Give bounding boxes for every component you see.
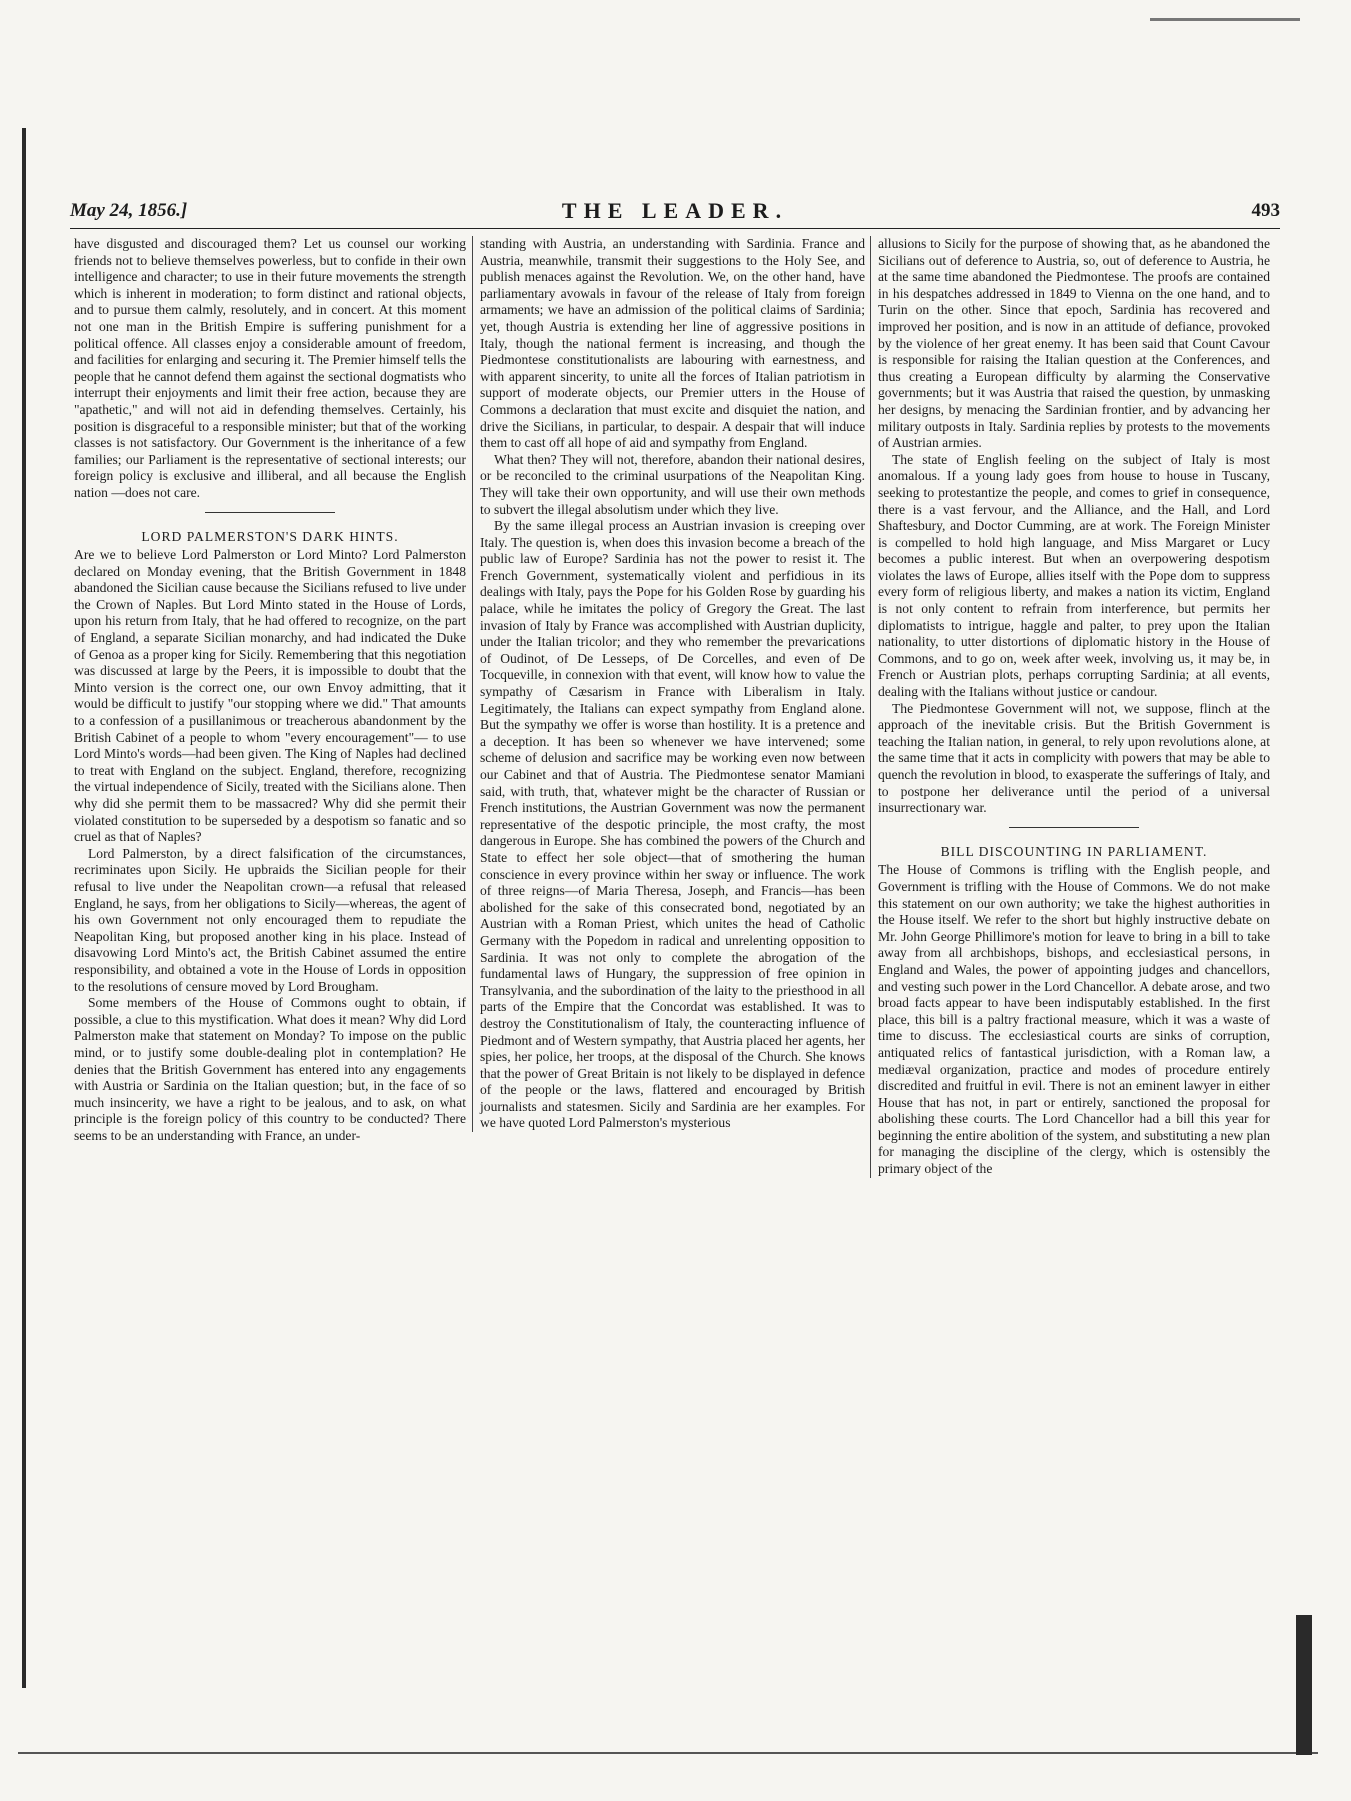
section-divider	[1009, 827, 1139, 828]
scan-edge-bottom	[18, 1752, 1318, 1754]
article-heading: LORD PALMERSTON'S DARK HINTS.	[141, 528, 399, 544]
scan-edge-right	[1296, 1615, 1312, 1755]
section-divider	[205, 512, 335, 513]
scan-edge-left	[22, 128, 26, 1688]
issue-date: May 24, 1856.]	[70, 200, 188, 221]
paragraph: What then? They will not, therefore, abandon their national desires, or be reconciled to the criminal usurpations of the Neapolitan King. They will take their own opportunity, and will use their own methods to subvert the illegal absolutism under which they live.	[480, 451, 865, 517]
paragraph: Some members of the House of Commons ought to obtain, if possible, a clue to this mystification. What does it mean? Why did Lord Palmerston make that statement on Monday? To impose on the public mind, or to justify some double-dealing plot in contemplation? He denies that the British Government has entered into any engagements with Austria or Sardinia on the Italian question; but, in the face of so much insincerity, we have a right to be jealous, and to ask, on what principle is the foreign policy of this country to be conducted? There seems to be an understanding with France, an under-	[74, 995, 466, 1143]
article-heading: BILL DISCOUNTING IN PARLIAMENT.	[940, 843, 1208, 859]
paragraph: By the same illegal process an Austrian invasion is creeping over Italy. The question is, when does this invasion become a breach of the public law of Europe? Sardinia has not the power to resist it. The French Government, systematically violent and perfidious in its dealings with Italy, pays the Pope for his Golden Rose by guarding his palace, while he imitates the policy of Gregory the Great. The last invasion of Italy by France was accomplished with Austrian duplicity, under the Italian tricolor; and they who remember the prevarications of Oudinot, of De Lesseps, of De Corcelles, and even of De Tocqueville, in connexion with that event, will know how to value the sympathy of Cæsarism in France with Liberalism in Italy. Legitimately, the Italians can expect sympathy from England alone. But the sympathy we offer is worse than hostility. It is a pretence and a deception. It has been so whenever we have intervened; some scheme of delusion and sacrifice may be working even now between our Cabinet and that of Austria. The Piedmontese senator Mamiani said, with truth, that, whatever might be the character of Russian or French institutions, the Austrian Government was now the permanent representative of the despotic principle, the most crafty, the most dangerous in Europe. She has combined the powers of the Church and State to effect her sole object—that of smothering the human conscience in every province within her sway or influence. The work of three reigns—of Maria Theresa, Joseph, and Francis—has been abolished for the sake of this consecrated bond, negotiated by an Austrian with a Roman Priest, which unites the head of Catholic Germany with the Popedom in radical and unrelenting opposition to Sardinia. It was not only to complete the abrogation of the fundamental laws of Hungary, the suppression of free opinion in Transylvania, and the subordination of the laity to the priesthood in all parts of the Empire that the Concordat was established. It was to destroy the Constitutionalism of Italy, the counteracting influence of Piedmont and of Western sympathy, that Austria placed her agents, her spies, her police, her troops, at the disposal of the Church. She knows that the power of Great Britain is not likely to be displayed in defence of the people or the laws, flattered and encouraged by British journalists and statesmen. Sicily and Sardinia are her examples. For we have quoted Lord Palmerston's mysterious	[480, 518, 865, 1131]
masthead-title: THE LEADER.	[561, 198, 789, 223]
paragraph: The state of English feeling on the subject of Italy is most anomalous. If a young lady goes from house to house in Tuscany, seeking to protestantize the people, and comes to grief in consequence, there is a vast fervour, and the Alliance, and the Hall, and Lord Shaftesbury, and Doctor Cumming, are at work. The Foreign Minister is compelled to hold high language, and Miss Margaret or Lucy becomes a public interest. But when an overpowering despotism violates the laws of Europe, allies itself with the Pope dom to suppress every form of religious liberty, and makes a nation its victim, England is not only content to refrain from interference, but permits her diplomatists to intrigue, haggle and palter, to prey upon the Italian nationality, to utter distortions of diplomatic history in the House of Commons, and to go on, week after week, involving us, it may be, in French or Austrian plots, perhaps corrupting Sardinia; at all events, dealing with the Italians without justice or candour.	[878, 451, 1270, 700]
paragraph: Lord Palmerston, by a direct falsification of the circumstances, recriminates upon Sicily. He upbraids the Sicilian people for their refusal to live under the Neapolitan crown—a refusal that released England, he says, from her obligations to Sicily—whereas, the agent of his own Government not only encouraged them to repudiate the Neapolitan King, but proposed another king in his place. Instead of disavowing Lord Minto's act, the British Cabinet assumed the entire responsibility, and obtained a vote in the House of Lords in opposition to the resolutions of censure moved by Lord Brougham.	[74, 845, 466, 994]
column-3	[870, 236, 1270, 1178]
paragraph: have disgusted and discouraged them? Let us counsel our working friends not to believe themselves powerless, but to confide in their own intelligence and character; to use in their future movements the strength which is inherent in moderation; to form distinct and rational objects, and to pursue them calmly, resolutely, and in concert. At this moment not one man in the British Empire is suffering punishment for a political offence. All classes enjoy a considerable amount of freedom, and facilities for enlarging and securing it. The Premier himself tells the people that he cannot defend them against the sectional dogmatists who interrupt their enjoyments and limit their free action, because they are "apathetic," and will not aid in defending themselves. Certainly, his position is disgraceful to a responsible minister; but that of the working classes is not satisfactory. Our Government is the inheritance of a few families; our Parliament is the representative of sectional interests; our foreign policy is exclusive and illiberal, and all because the English nation —does not care.	[74, 236, 466, 500]
column-2	[472, 236, 865, 1132]
page-header	[70, 194, 1280, 229]
page-number: 493	[1251, 200, 1280, 221]
paragraph: The Piedmontese Government will not, we suppose, flinch at the approach of the inevitable crisis. But the British Government is teaching the Italian nation, in general, to rely upon revolutions alone, at the same time that it acts in complicity with powers that may be able to quench the revolution in blood, to exasperate the sufferings of Italy, and to postpone her deliverance until the period of a universal insurrectionary war.	[878, 700, 1270, 816]
paragraph: standing with Austria, an understanding with Sardinia. France and Austria, meanwhile, transmit their suggestions to the Holy See, and publish menaces against the Revolution. We, on the other hand, have parliamentary avowals in favour of the release of Italy from foreign armaments; we have an admission of the political claims of Sardinia; yet, though Austria is extending her line of aggressive positions in Italy, though the national ferment is increasing, and though the Piedmontese constitutionalists are labouring with earnestness, and with apparent sincerity, to unite all the forces of Italian patriotism in support of moderate objects, our Premier utters in the House of Commons a declaration that must excite and disquiet the nation, and drive the Sicilians, in particular, to despair. A despair that will induce them to cast off all hope of aid and sympathy from England.	[480, 236, 865, 451]
scan-edge-top	[1150, 18, 1300, 21]
paragraph: Are we to believe Lord Palmerston or Lord Minto? Lord Palmerston declared on Monday evening, that the British Government in 1848 abandoned the Sicilian cause because the Sicilians refused to live under the Crown of Naples. But Lord Minto stated in the House of Lords, upon his return from Italy, that he had offered to recognize, on the part of England, a separate Sicilian monarchy, and had indicated the Duke of Genoa as a proper king for Sicily. Remembering that this negotiation was discussed at large by the Peers, it is impossible to doubt that the Minto version is the correct one, our own Envoy admitting, that it would be difficult to justify "our stopping where we did." That amounts to a confession of a pusillanimous or treacherous abandonment by the British Cabinet of a people to whom "every encouragement"— to use Lord Minto's words—had been given. The King of Naples had declined to treat with England on the subject. England, therefore, recognizing the virtual independence of Sicily, treated with the Sicilians alone. Then why did she permit them to be massacred? Why did she permit their violated constitution to be superseded by a despotism so fanatic and so cruel as that of Naples?	[74, 547, 466, 845]
paragraph: allusions to Sicily for the purpose of showing that, as he abandoned the Sicilians out of deference to Austria, so, out of deference to Austria, he at the same time abandoned the Piedmontese. The proofs are contained in his despatches addressed in 1849 to Vienna on the one hand, and to Turin on the other. Since that epoch, Sardinia has recovered and improved her position, and is now in an attitude of defiance, provoked by the violence of her great enemy. It has been said that Count Cavour is responsible for raising the Italian question at the Conferences, and thus creating a European difficulty by alarming the Conservative governments; but it was Austria that raised the question, by unmasking her designs, by menacing the Sardinian frontier, and by advancing her military outposts in Italy. Sardinia replies by protests to the movements of Austrian armies.	[878, 236, 1270, 451]
column-1	[74, 236, 466, 1144]
paragraph: The House of Commons is trifling with the English people, and Government is trifling with the House of Commons. We do not make this statement on our own authority; we take the highest authorities in the House itself. We refer to the short but highly instructive debate on Mr. John George Phillimore's motion for leave to bring in a bill to take away from all archbishops, bishops, and ecclesiastical persons, in England and Wales, the power of appointing judges and chancellors, and vesting such power in the Lord Chancellor. A debate arose, and two broad facts appear to have been indisputably established. In the first place, this bill is a paltry fractional measure, which it was a waste of time to discuss. The ecclesiastical courts are sinks of corruption, antiquated relics of fantastical jurisdiction, with a Roman law, a mediæval organization, practice and modes of procedure entirely discredited and fruitful in evil. There is not an eminent lawyer in either House that has not, in part or entirely, sanctioned the proposal for abolishing these courts. The Lord Chancellor had a bill this year for beginning the entire abolition of the system, and substituting a new plan for managing the discipline of the clergy, which is ostensibly the primary object of the	[878, 862, 1270, 1177]
